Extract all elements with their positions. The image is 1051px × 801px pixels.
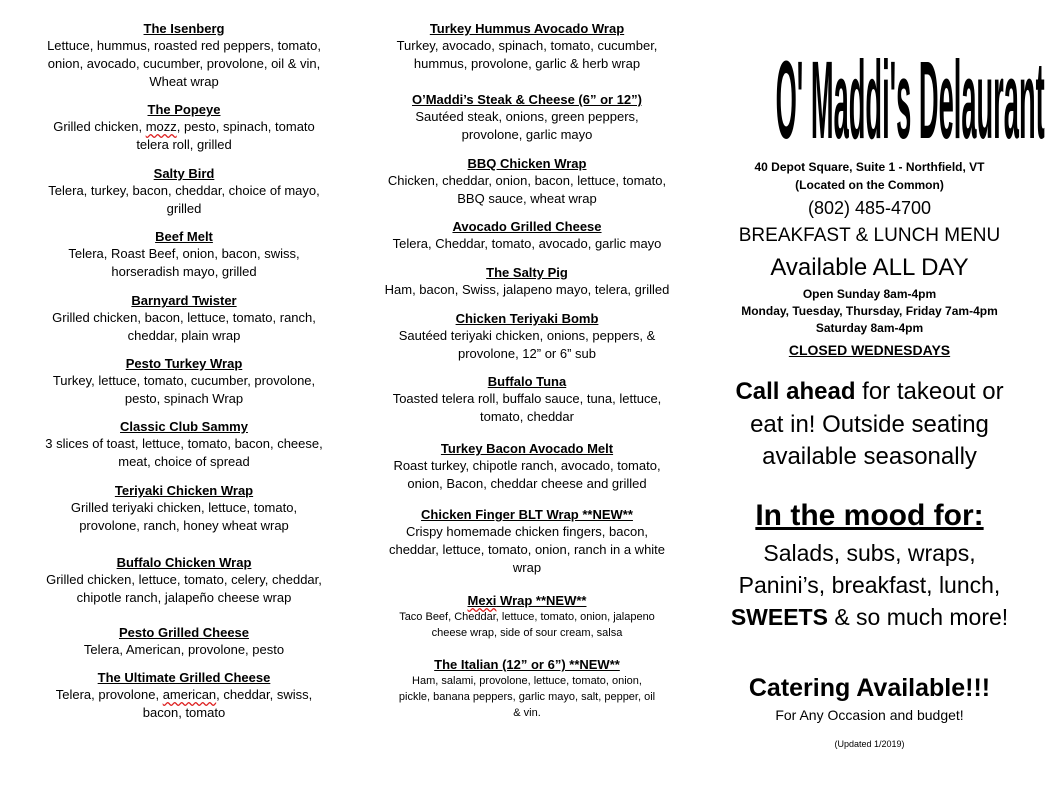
hours-sunday: Open Sunday 8am-4pm [802, 287, 937, 301]
item-desc-line: Ham, salami, provolone, lettuce, tomato, onion, [412, 675, 642, 687]
item-desc-line: Telera, Roast Beef, onion, bacon, swiss, [68, 246, 300, 261]
item-desc-line: bacon, tomato [142, 705, 226, 720]
updated-date: (Updated 1/2019) [834, 739, 905, 749]
item-title: Chicken Teriyaki Bomb [455, 311, 599, 326]
phone-number: (802) 485-4700 [807, 198, 932, 218]
item-desc-line: provolone, 12” or 6” sub [457, 346, 597, 361]
item-desc-line: Wheat wrap [149, 74, 219, 89]
item-desc-line: Telera, turkey, bacon, cheddar, choice of mayo, [48, 183, 320, 198]
restaurant-logo: O' Maddi's Delaurant [775, 40, 1045, 163]
item-desc-line: tomato, cheddar [480, 409, 574, 424]
item-desc-line: cheddar, lettuce, tomato, onion, ranch in a white [388, 542, 666, 557]
catering-note: For Any Occasion and budget! [775, 707, 964, 723]
item-title: Mexi Wrap **NEW** [467, 593, 587, 608]
item-desc-line: Sautéed teriyaki chicken, onions, peppers, & [398, 328, 656, 343]
item-desc-line: Grilled teriyaki chicken, lettuce, tomato, [70, 500, 298, 515]
call-ahead-line-2: eat in! Outside seating [750, 411, 989, 438]
item-desc-line: Telera, American, provolone, pesto [83, 642, 285, 657]
spellcheck-word: Mexi [467, 593, 497, 608]
item-desc-line: Turkey, lettuce, tomato, cucumber, provolone, [52, 373, 316, 388]
item-title: The Italian (12” or 6”) **NEW** [434, 657, 620, 672]
item-desc-line: pesto, spinach Wrap [124, 391, 244, 406]
item-desc-line: wrap [512, 560, 542, 575]
item-desc-line: BBQ sauce, wheat wrap [457, 191, 597, 206]
item-desc-line: chipotle ranch, jalapeño cheese wrap [76, 590, 292, 605]
call-ahead-line-1: Call ahead for takeout or [735, 378, 1004, 405]
item-desc-line: telera roll, grilled [136, 137, 232, 152]
item-title: Barnyard Twister [131, 293, 237, 308]
item-desc-line: grilled [166, 201, 202, 216]
item-title: Avocado Grilled Cheese [452, 219, 602, 234]
menu-item-salty-pig [372, 264, 682, 299]
item-title: Pesto Turkey Wrap [125, 356, 243, 371]
availability: Available ALL DAY [770, 254, 969, 281]
menu-item-isenberg [20, 20, 348, 91]
item-desc-line: Lettuce, hummus, roasted red peppers, tomato, [47, 38, 321, 53]
closed-notice: CLOSED WEDNESDAYS [788, 342, 951, 358]
item-title: O’Maddi’s Steak & Cheese (6” or 12”) [412, 92, 642, 107]
menu-item-mexi-wrap [372, 592, 682, 641]
item-desc-line: 3 slices of toast, lettuce, tomato, bacon, cheese, [45, 436, 323, 451]
mood-line-3: SWEETS & so much more! [730, 604, 1009, 630]
hours-weekdays: Monday, Tuesday, Thursday, Friday 7am-4pm [741, 304, 998, 318]
item-desc-line: Grilled chicken, lettuce, tomato, celery, cheddar, [46, 572, 322, 587]
hours-saturday: Saturday 8am-4pm [815, 321, 924, 335]
item-title: Beef Melt [155, 229, 213, 244]
item-desc-line: Roast turkey, chipotle ranch, avocado, tomato, [393, 458, 661, 473]
item-desc-line: Telera, provolone, american, cheddar, swiss, [55, 687, 313, 702]
item-title: The Isenberg [143, 21, 225, 36]
menu-item-teriyaki-chicken-wrap [20, 482, 348, 535]
menu-item-ultimate-grilled-cheese [20, 669, 348, 722]
address-line: 40 Depot Square, Suite 1 - Northfield, VT [754, 160, 985, 174]
menu-item-chicken-finger-blt-wrap [372, 506, 682, 577]
menu-item-popeye [20, 101, 348, 154]
menu-item-avocado-grilled-cheese [372, 218, 682, 253]
item-desc-line: pickle, banana peppers, garlic mayo, salt, pepper, oil [398, 691, 656, 703]
item-desc-line: provolone, ranch, honey wheat wrap [79, 518, 289, 533]
item-title: Classic Club Sammy [120, 419, 248, 434]
menu-item-pesto-turkey-wrap [20, 355, 348, 408]
item-desc-line: Taco Beef, Cheddar, lettuce, tomato, onion, jalapeno [399, 611, 655, 623]
item-title: The Popeye [147, 102, 221, 117]
item-desc-line: cheddar, plain wrap [127, 328, 241, 343]
menu-item-pesto-grilled-cheese [20, 624, 348, 659]
item-desc-line: Sautéed steak, onions, green peppers, [415, 109, 639, 124]
mood-line-2: Panini’s, breakfast, lunch, [738, 572, 1001, 598]
menu-item-steak-and-cheese [372, 91, 682, 144]
menu-item-salty-bird [20, 165, 348, 218]
item-desc-line: provolone, garlic mayo [461, 127, 593, 142]
item-desc-line: Crispy homemade chicken fingers, bacon, [405, 524, 649, 539]
menu-item-barnyard-twister [20, 292, 348, 345]
item-title: The Salty Pig [486, 265, 568, 280]
item-desc-line: & vin. [513, 707, 541, 719]
item-title: Teriyaki Chicken Wrap [114, 483, 254, 498]
item-title: Pesto Grilled Cheese [118, 625, 250, 640]
menu-item-buffalo-tuna [372, 373, 682, 426]
item-title: BBQ Chicken Wrap [467, 156, 587, 171]
mood-title: In the mood for: [755, 499, 984, 532]
item-desc-line: Toasted telera roll, buffalo sauce, tuna, lettuce, [392, 391, 662, 406]
item-title: Buffalo Chicken Wrap [116, 555, 252, 570]
item-desc-line: Turkey, avocado, spinach, tomato, cucumber, [396, 38, 658, 53]
spellcheck-word: mozz [145, 119, 177, 134]
location-note: (Located on the Common) [795, 178, 944, 192]
menu-type: BREAKFAST & LUNCH MENU [738, 225, 1001, 246]
item-title: The Ultimate Grilled Cheese [97, 670, 271, 685]
spellcheck-word: american [162, 687, 217, 702]
item-title: Salty Bird [153, 166, 215, 181]
item-desc-line: horseradish mayo, grilled [111, 264, 257, 279]
menu-item-turkey-hummus-avocado-wrap [372, 20, 682, 73]
item-desc-line: meat, choice of spread [118, 454, 250, 469]
menu-item-classic-club [20, 418, 348, 471]
item-desc-line: onion, Bacon, cheddar cheese and grilled [407, 476, 647, 491]
item-desc-line: Grilled chicken, mozz, pesto, spinach, tomato [53, 119, 315, 134]
item-desc-line: cheese wrap, side of sour cream, salsa [431, 627, 623, 639]
item-desc-line: onion, avocado, cucumber, provolone, oil & vin, [47, 56, 321, 71]
item-title: Buffalo Tuna [487, 374, 567, 389]
item-desc-line: Telera, Cheddar, tomato, avocado, garlic mayo [392, 236, 662, 251]
menu-item-buffalo-chicken-wrap [20, 554, 348, 607]
call-ahead-line-3: available seasonally [762, 443, 977, 470]
item-title: Turkey Bacon Avocado Melt [440, 441, 614, 456]
item-desc-line: Ham, bacon, Swiss, jalapeno mayo, telera, grilled [384, 282, 670, 297]
item-desc-line: Chicken, cheddar, onion, bacon, lettuce, tomato, [387, 173, 667, 188]
item-desc-line: Grilled chicken, bacon, lettuce, tomato, ranch, [52, 310, 316, 325]
mood-line-1: Salads, subs, wraps, [763, 540, 976, 566]
item-title: Turkey Hummus Avocado Wrap [429, 21, 625, 36]
menu-item-beef-melt [20, 228, 348, 281]
menu-item-turkey-bacon-avocado-melt [372, 440, 682, 493]
menu-item-italian [372, 656, 682, 721]
menu-item-chicken-teriyaki-bomb [372, 310, 682, 363]
menu-item-bbq-chicken-wrap [372, 155, 682, 208]
item-title: Chicken Finger BLT Wrap **NEW** [421, 507, 633, 522]
catering-heading: Catering Available!!! [748, 674, 991, 702]
item-desc-line: hummus, provolone, garlic & herb wrap [413, 56, 641, 71]
